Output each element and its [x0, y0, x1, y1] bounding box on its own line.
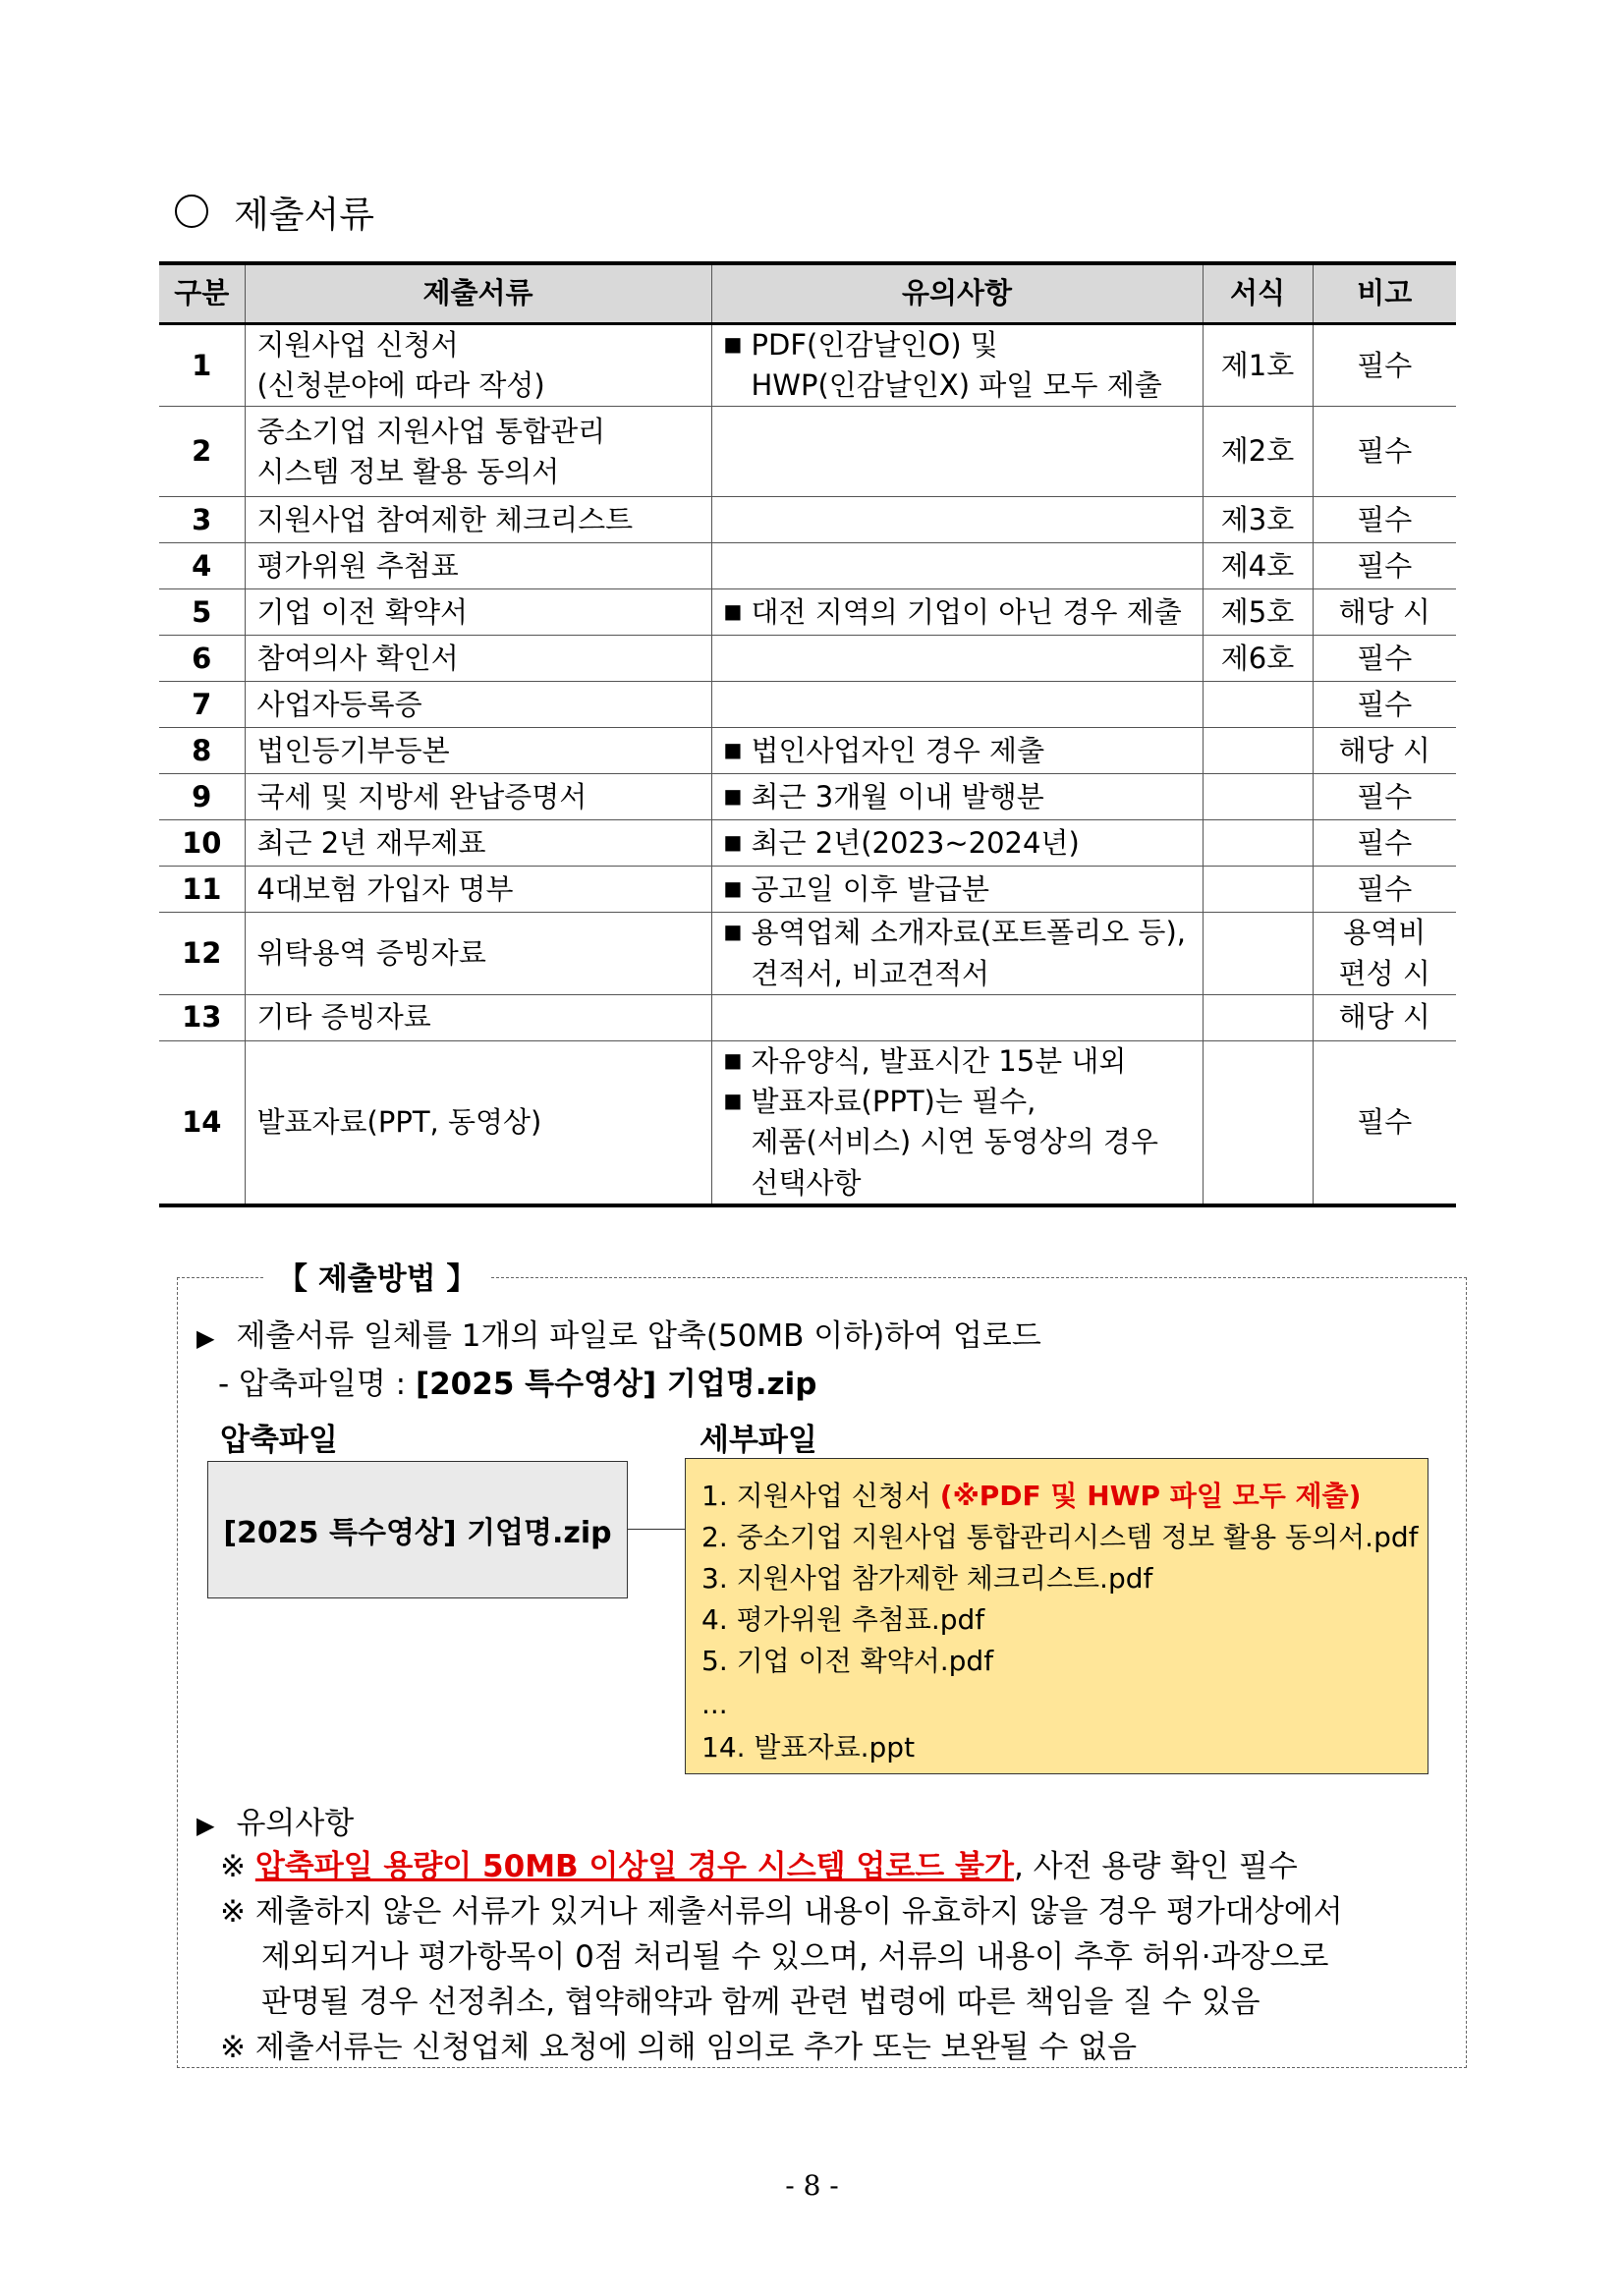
form-number — [1203, 994, 1313, 1040]
square-bullet-icon: ■ — [723, 598, 743, 623]
remark-line: 필수 — [1357, 871, 1413, 906]
table-row — [159, 1040, 1456, 1205]
table-row — [159, 820, 1456, 867]
square-bullet-icon: ■ — [723, 783, 743, 808]
remark — [1313, 994, 1456, 1040]
document-name — [245, 820, 711, 867]
circle-bullet-icon — [175, 195, 208, 228]
row-number: 1 — [159, 324, 245, 407]
document-name-line: 기업 이전 확약서 — [256, 594, 469, 629]
document-name — [245, 324, 711, 407]
zip-label: 압축파일 — [220, 1423, 338, 1458]
row-number: 8 — [159, 728, 245, 774]
note-line: 발표자료(PPT)는 필수, — [751, 1085, 1036, 1119]
remark-line: 해당 시 — [1338, 594, 1430, 629]
document-name-line: 최근 2년 재무제표 — [256, 825, 486, 860]
document-name — [245, 774, 711, 820]
note-line: 최근 2년(2023~2024년) — [751, 825, 1080, 860]
document-name — [245, 636, 711, 682]
method-line-2: - 압축파일명 : [2025 특수영상] 기업명.zip — [218, 1367, 817, 1402]
remark — [1313, 820, 1456, 867]
document-name-line: 4대보험 가입자 명부 — [256, 871, 514, 906]
detail-item: 14. 발표자료.ppt — [701, 1731, 916, 1764]
form-number: 제3호 — [1203, 497, 1313, 543]
row-number: 14 — [159, 1040, 245, 1205]
remark — [1313, 636, 1456, 682]
detail-item: ... — [701, 1688, 728, 1720]
remark — [1313, 682, 1456, 728]
notes-cell — [711, 820, 1203, 867]
notes-cell — [711, 589, 1203, 636]
document-name-line: 발표자료(PPT, 동영상) — [256, 1104, 542, 1139]
zip-file-box: [2025 특수영상] 기업명.zip — [207, 1461, 628, 1598]
remark — [1313, 497, 1456, 543]
note-2-line-3: 판명될 경우 선정취소, 협약해약과 함께 관련 법령에 따른 책임을 질 수 있음 — [261, 1985, 1260, 2020]
remark — [1313, 774, 1456, 820]
document-name-line: 중소기업 지원사업 통합관리 — [256, 414, 606, 448]
notes-cell — [711, 543, 1203, 589]
note-bullet — [724, 325, 1191, 406]
form-number — [1203, 820, 1313, 867]
remark-line: 필수 — [1357, 687, 1413, 721]
table-row — [159, 682, 1456, 728]
document-name — [245, 682, 711, 728]
note-line: 자유양식, 발표시간 15분 내외 — [751, 1044, 1127, 1079]
detail-files-box — [685, 1458, 1428, 1774]
note-line: 법인사업자인 경우 제출 — [751, 733, 1045, 767]
note-bullet — [724, 913, 1191, 993]
document-name — [245, 994, 711, 1040]
square-bullet-icon: ■ — [723, 1089, 743, 1113]
notes-cell — [711, 913, 1203, 994]
row-number: 2 — [159, 407, 245, 497]
row-number: 13 — [159, 994, 245, 1040]
form-number: 제4호 — [1203, 543, 1313, 589]
page-number: - 8 - — [785, 2169, 839, 2202]
note-2-line-1: ※ 제출하지 않은 서류가 있거나 제출서류의 내용이 유효하지 않을 경우 평가대상에서 — [220, 1894, 1343, 1930]
table-row — [159, 913, 1456, 994]
notes-cell — [711, 994, 1203, 1040]
remark — [1313, 913, 1456, 994]
note-line: 제품(서비스) 시연 동영상의 경우 — [751, 1125, 1158, 1159]
notes-cell — [711, 728, 1203, 774]
row-number: 12 — [159, 913, 245, 994]
notes-cell — [711, 682, 1203, 728]
header-form: 서식 — [1203, 263, 1313, 324]
note-1: ※ 압축파일 용량이 50MB 이상일 경우 시스템 업로드 불가, 사전 용량 확인 필수 — [220, 1849, 1298, 1884]
table-row — [159, 774, 1456, 820]
detail-item: 1. 지원사업 신청서 (※PDF 및 HWP 파일 모두 제출) — [701, 1480, 1362, 1512]
note-bullet — [724, 1041, 1191, 1082]
document-name — [245, 589, 711, 636]
remark-line: 필수 — [1357, 779, 1413, 813]
note-2-line-2: 제외되거나 평가항목이 0점 처리될 수 있으며, 서류의 내용이 추후 허위·과장으로 — [261, 1939, 1329, 1975]
row-number: 5 — [159, 589, 245, 636]
square-bullet-icon: ■ — [723, 920, 743, 944]
note-3: ※ 제출서류는 신청업체 요청에 의해 임의로 추가 또는 보완될 수 없음 — [220, 2030, 1138, 2065]
note-bullet — [724, 869, 1191, 910]
document-name-line: 시스템 정보 활용 동의서 — [256, 454, 560, 488]
detail-item: 3. 지원사업 참가제한 체크리스트.pdf — [701, 1562, 1153, 1595]
form-number — [1203, 774, 1313, 820]
row-number: 6 — [159, 636, 245, 682]
form-number — [1203, 728, 1313, 774]
header-notes: 유의사항 — [711, 263, 1203, 324]
document-name-line: 참여의사 확인서 — [256, 641, 459, 675]
detail-item: 2. 중소기업 지원사업 통합관리시스템 정보 활용 동의서.pdf — [701, 1521, 1419, 1553]
documents-table — [159, 261, 1456, 1207]
notes-cell — [711, 774, 1203, 820]
detail-item: 5. 기업 이전 확약서.pdf — [701, 1645, 994, 1677]
document-name-line: 위탁용역 증빙자료 — [256, 935, 486, 970]
table-header-row — [159, 263, 1456, 324]
form-number — [1203, 913, 1313, 994]
remark-line: 필수 — [1357, 434, 1413, 469]
note-line: HWP(인감날인X) 파일 모두 제출 — [751, 368, 1162, 403]
section-title: 제출서류 — [175, 185, 374, 238]
document-name — [245, 728, 711, 774]
document-name — [245, 1040, 711, 1205]
header-no: 구분 — [159, 263, 245, 324]
note-bullet — [724, 592, 1191, 633]
method-title: 【 제출방법 】 — [263, 1254, 490, 1298]
row-number: 3 — [159, 497, 245, 543]
document-name — [245, 543, 711, 589]
note-bullet — [724, 777, 1191, 817]
remark — [1313, 324, 1456, 407]
remark — [1313, 543, 1456, 589]
notes-title: ▶ 유의사항 — [196, 1806, 355, 1841]
remark-line: 해당 시 — [1338, 1000, 1430, 1035]
table-row — [159, 324, 1456, 407]
notes-cell — [711, 407, 1203, 497]
note-bullet — [724, 1082, 1191, 1204]
note-line: 대전 지역의 기업이 아닌 경우 제출 — [751, 594, 1182, 629]
method-line-1: ▶ 제출서류 일체를 1개의 파일로 압축(50MB 이하)하여 업로드 — [196, 1318, 1041, 1354]
table-row — [159, 407, 1456, 497]
form-number: 제1호 — [1203, 324, 1313, 407]
remark-line: 필수 — [1357, 825, 1413, 860]
note-bullet — [724, 731, 1191, 771]
form-number — [1203, 867, 1313, 913]
document-name-line: 국세 및 지방세 완납증명서 — [256, 779, 588, 813]
row-number: 4 — [159, 543, 245, 589]
document-name-line: 평가위원 추첨표 — [256, 548, 459, 583]
document-name-line: 사업자등록증 — [256, 687, 422, 721]
note-line: 최근 3개월 이내 발행분 — [751, 779, 1044, 813]
remark — [1313, 867, 1456, 913]
document-name-line: 지원사업 참여제한 체크리스트 — [256, 502, 634, 536]
remark — [1313, 589, 1456, 636]
document-name — [245, 497, 711, 543]
form-number: 제5호 — [1203, 589, 1313, 636]
note-line: 공고일 이후 발급분 — [751, 871, 990, 906]
connector-line — [628, 1529, 685, 1530]
note-bullet — [724, 823, 1191, 864]
triangle-bullet-icon: ▶ — [196, 1812, 215, 1839]
table-row — [159, 867, 1456, 913]
notes-cell — [711, 636, 1203, 682]
square-bullet-icon: ■ — [723, 1048, 743, 1073]
form-number — [1203, 1040, 1313, 1205]
note-line: 견적서, 비교견적서 — [751, 956, 990, 990]
note-line: 선택사항 — [751, 1165, 862, 1200]
remark — [1313, 728, 1456, 774]
row-number: 11 — [159, 867, 245, 913]
notes-cell — [711, 497, 1203, 543]
header-document: 제출서류 — [245, 263, 711, 324]
remark-line: 필수 — [1357, 548, 1413, 583]
document-name — [245, 867, 711, 913]
notes-cell — [711, 867, 1203, 913]
document-name-line: 지원사업 신청서 — [256, 328, 459, 362]
remark-line: 해당 시 — [1338, 733, 1430, 767]
remark-line: 필수 — [1357, 502, 1413, 536]
document-name-line: 기타 증빙자료 — [256, 1000, 431, 1035]
row-number: 7 — [159, 682, 245, 728]
detail-label: 세부파일 — [700, 1423, 817, 1458]
remark — [1313, 407, 1456, 497]
form-number: 제6호 — [1203, 636, 1313, 682]
table-row — [159, 994, 1456, 1040]
detail-item: 4. 평가위원 추첨표.pdf — [701, 1603, 985, 1636]
form-number: 제2호 — [1203, 407, 1313, 497]
table-row — [159, 497, 1456, 543]
notes-cell — [711, 324, 1203, 407]
notes-cell — [711, 1040, 1203, 1205]
remark-line: 필수 — [1357, 348, 1413, 382]
table-row — [159, 589, 1456, 636]
document-name-line: (신청분야에 따라 작성) — [256, 368, 545, 403]
table-row — [159, 728, 1456, 774]
remark — [1313, 1040, 1456, 1205]
remark-line: 편성 시 — [1338, 956, 1430, 990]
row-number: 9 — [159, 774, 245, 820]
table-row — [159, 543, 1456, 589]
remark-line: 필수 — [1357, 1104, 1413, 1139]
row-number: 10 — [159, 820, 245, 867]
square-bullet-icon: ■ — [723, 829, 743, 854]
form-number — [1203, 682, 1313, 728]
note-line: 용역업체 소개자료(포트폴리오 등), — [751, 916, 1186, 950]
square-bullet-icon: ■ — [723, 875, 743, 900]
remark-line: 필수 — [1357, 641, 1413, 675]
square-bullet-icon: ■ — [723, 737, 743, 761]
note-line: PDF(인감날인O) 및 — [751, 328, 998, 362]
document-name-line: 법인등기부등본 — [256, 733, 450, 767]
table-row — [159, 636, 1456, 682]
square-bullet-icon: ■ — [723, 332, 743, 356]
triangle-bullet-icon: ▶ — [196, 1324, 215, 1352]
header-remark: 비고 — [1313, 263, 1456, 324]
document-name — [245, 407, 711, 497]
remark-line: 용역비 — [1343, 916, 1427, 950]
document-name — [245, 913, 711, 994]
